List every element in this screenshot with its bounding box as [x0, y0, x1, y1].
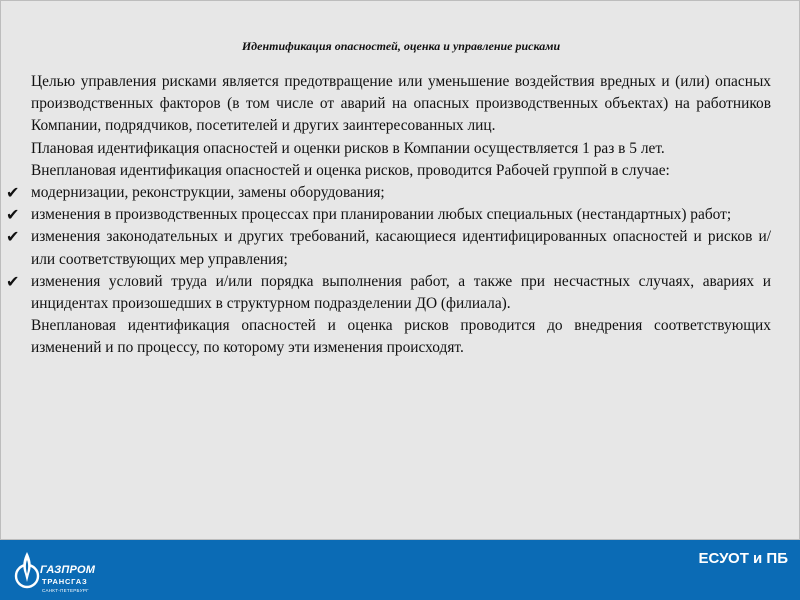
check-mark-icon: ✔ — [6, 227, 20, 247]
slide-content — [6, 71, 771, 360]
logo-wordmark: ГАЗПРОМ — [40, 564, 96, 576]
paragraph-unplanned-intro: Внеплановая идентификация опасностей и оценка рисков, проводится Рабочей группой в случае: — [31, 161, 670, 179]
bullet-text: модернизации, реконструкции, замены оборудования; — [31, 184, 385, 202]
flame-icon — [12, 546, 42, 596]
check-mark-icon: ✔ — [6, 271, 20, 291]
slide-title: Идентификация опасностей, оценка и управление рисками — [241, 39, 561, 53]
paragraph-goal: Целью управления рисками является предотвращение или уменьшение воздействия вредных и (или) опасных производственных факторов (в том числе от аварий на опасных производственных объектах) на работников Компании, подрядчиков, посетителей и других заинтересованных лиц. — [31, 73, 771, 135]
company-logo — [12, 544, 102, 598]
bullet-item — [6, 182, 771, 204]
check-mark-icon: ✔ — [6, 183, 20, 203]
bullet-item — [6, 271, 771, 315]
logo-city: САНКТ-ПЕТЕРБУРГ — [42, 588, 89, 593]
bullet-text: изменения условий труда и/или порядка выполнения работ, а также при несчастных случаях, авариях и инцидентах произошедших в структурном подразделении ДО (филиала). — [31, 272, 771, 313]
bullet-item — [6, 204, 771, 226]
check-mark-icon: ✔ — [6, 205, 20, 225]
footer-bar — [0, 540, 800, 600]
bullet-item — [6, 226, 771, 270]
paragraph-planned: Плановая идентификация опасностей и оценки рисков в Компании осуществляется 1 раз в 5 лет. — [31, 139, 665, 157]
logo-subtitle: ТРАНСГАЗ — [42, 577, 88, 586]
footer-label: ЕСУОТ и ПБ — [698, 550, 788, 567]
bullet-text: изменения законодательных и других требований, касающиеся идентифицированных опасностей и рисков и/или соответствующих мер управления; — [31, 228, 771, 268]
bullet-text: изменения в производственных процессах при планировании любых специальных (нестандартных) работ; — [31, 206, 732, 224]
paragraph-unplanned-before-changes: Внеплановая идентификация опасностей и оценка рисков проводится до внедрения соответствующих изменений и по процессу, по которому эти изменения происходят. — [31, 317, 771, 357]
